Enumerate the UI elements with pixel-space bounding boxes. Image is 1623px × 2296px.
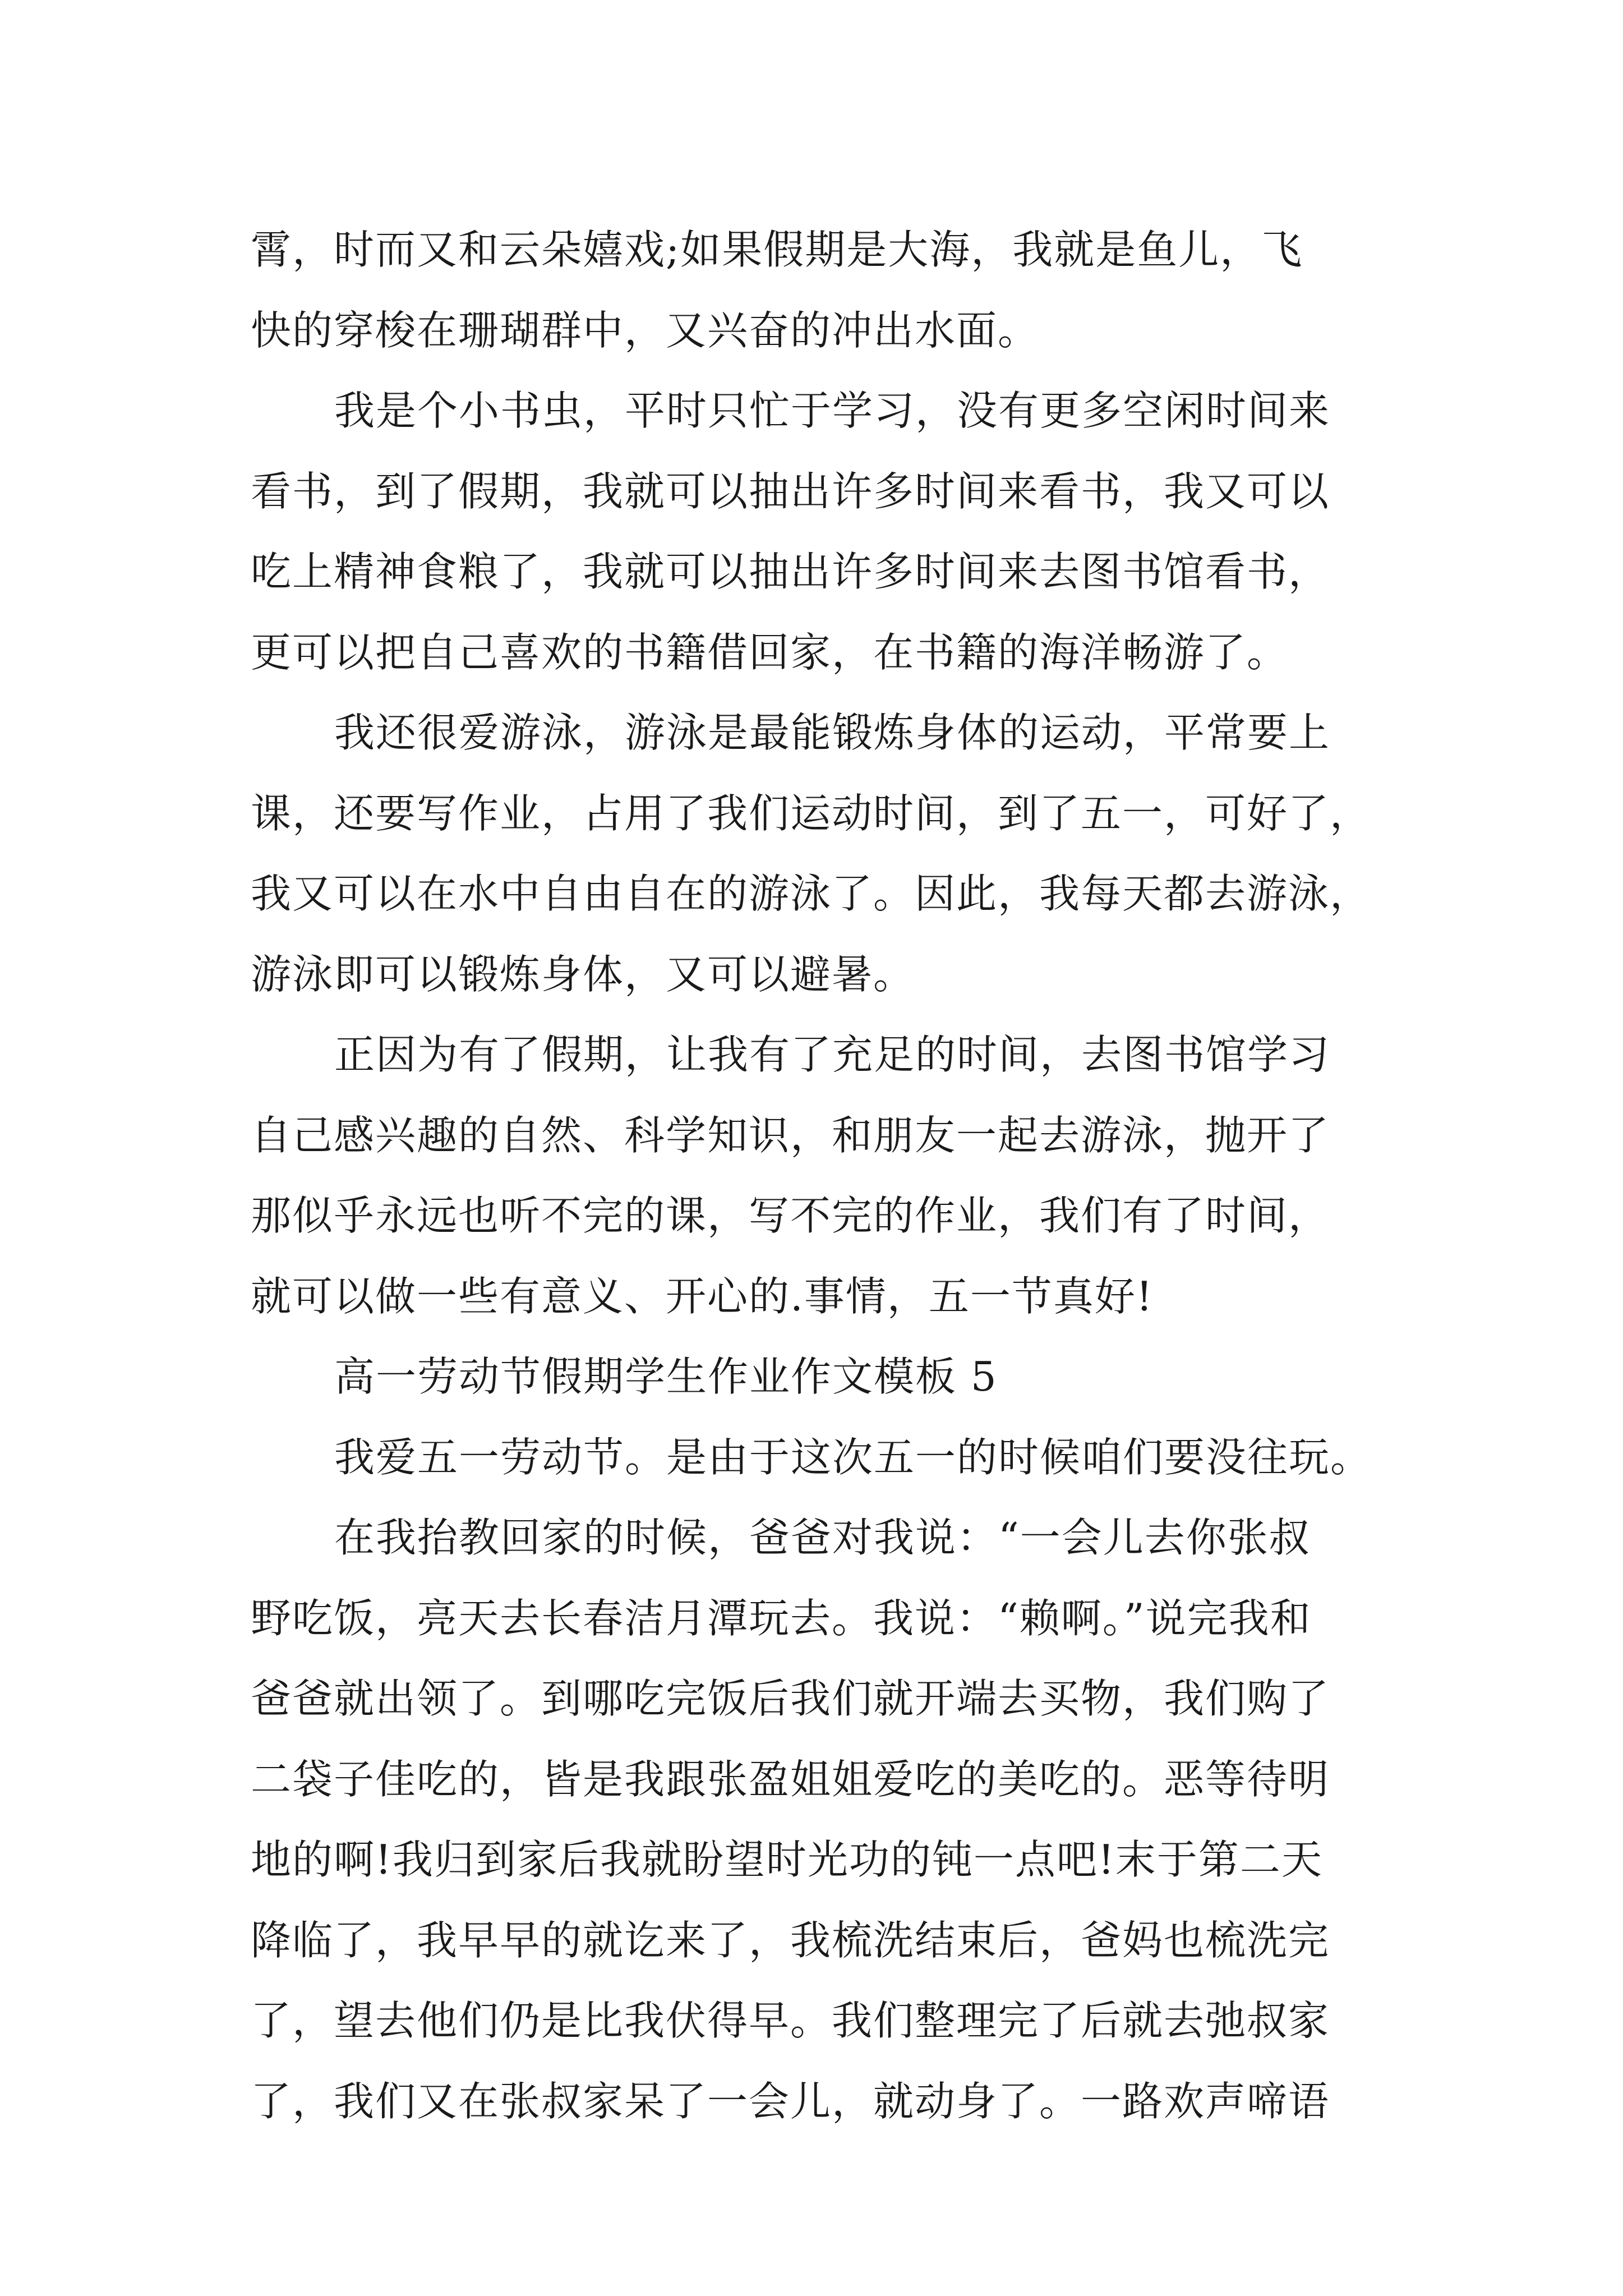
text-line: 地的啊!我归到家后我就盼望时光功的钝一点吧!末于第二天 — [251, 1836, 1323, 1883]
text-line: 课，还要写作业，占用了我们运动时间，到了五一，可好了， — [251, 789, 1372, 837]
text-line: 那似乎永远也听不完的课，写不完的作业，我们有了时间， — [251, 1192, 1330, 1239]
text-line: 更可以把自己喜欢的书籍借回家，在书籍的海洋畅游了。 — [251, 628, 1289, 676]
text-line: 游泳即可以锻炼身体，又可以避暑。 — [251, 950, 915, 998]
text-line: 了，望去他们仍是比我伏得早。我们整理完了后就去弛叔家 — [251, 1997, 1330, 2044]
section-heading: 高一劳动节假期学生作业作文模板 5 — [334, 1353, 998, 1400]
text-line: 爸爸就出领了。到哪吃完饭后我们就开端去买物，我们购了 — [251, 1675, 1330, 1722]
text-line: 了，我们又在张叔家呆了一会儿，就动身了。一路欢声啼语 — [251, 2077, 1330, 2125]
text-line: 二袋子佳吃的，皆是我跟张盈姐姐爱吃的美吃的。恶等待明 — [251, 1755, 1330, 1803]
text-line: 吃上精神食粮了，我就可以抽出许多时间来去图书馆看书， — [251, 548, 1330, 595]
text-line: 霄，时而又和云朵嬉戏;如果假期是大海，我就是鱼儿，飞 — [251, 226, 1303, 273]
text-line: 看书，到了假期，我就可以抽出许多时间来看书，我又可以 — [251, 467, 1330, 515]
text-line: 我爱五一劳动节。是由于这次五一的时候咱们要没往玩。 — [334, 1433, 1372, 1481]
text-line: 就可以做一些有意义、开心的.事情，五一节真好! — [251, 1272, 1154, 1320]
text-line: 降临了，我早早的就讫来了，我梳洗结束后，爸妈也梳洗完 — [251, 1916, 1330, 1964]
text-line: 我还很爱游泳，游泳是最能锻炼身体的运动，平常要上 — [334, 709, 1331, 756]
text-line: 快的穿梭在珊瑚群中，又兴奋的冲出水面。 — [251, 306, 1040, 354]
document-body — [251, 210, 1389, 2142]
text-line: 自己感兴趣的自然、科学知识，和朋友一起去游泳，抛开了 — [251, 1111, 1330, 1159]
text-line: 我是个小书虫，平时只忙于学习，没有更多空闲时间来 — [334, 387, 1331, 434]
text-line: 我又可以在水中自由自在的游泳了。因此，我每天都去游泳， — [251, 870, 1372, 917]
text-line: 野吃饭，亮天去长春洁月潭玩去。我说：“赖啊。”说完我和 — [251, 1594, 1312, 1642]
text-line: 在我抬教回家的时候，爸爸对我说：“一会儿去你张叔 — [334, 1514, 1311, 1561]
text-line: 正因为有了假期，让我有了充足的时间，去图书馆学习 — [334, 1031, 1331, 1078]
